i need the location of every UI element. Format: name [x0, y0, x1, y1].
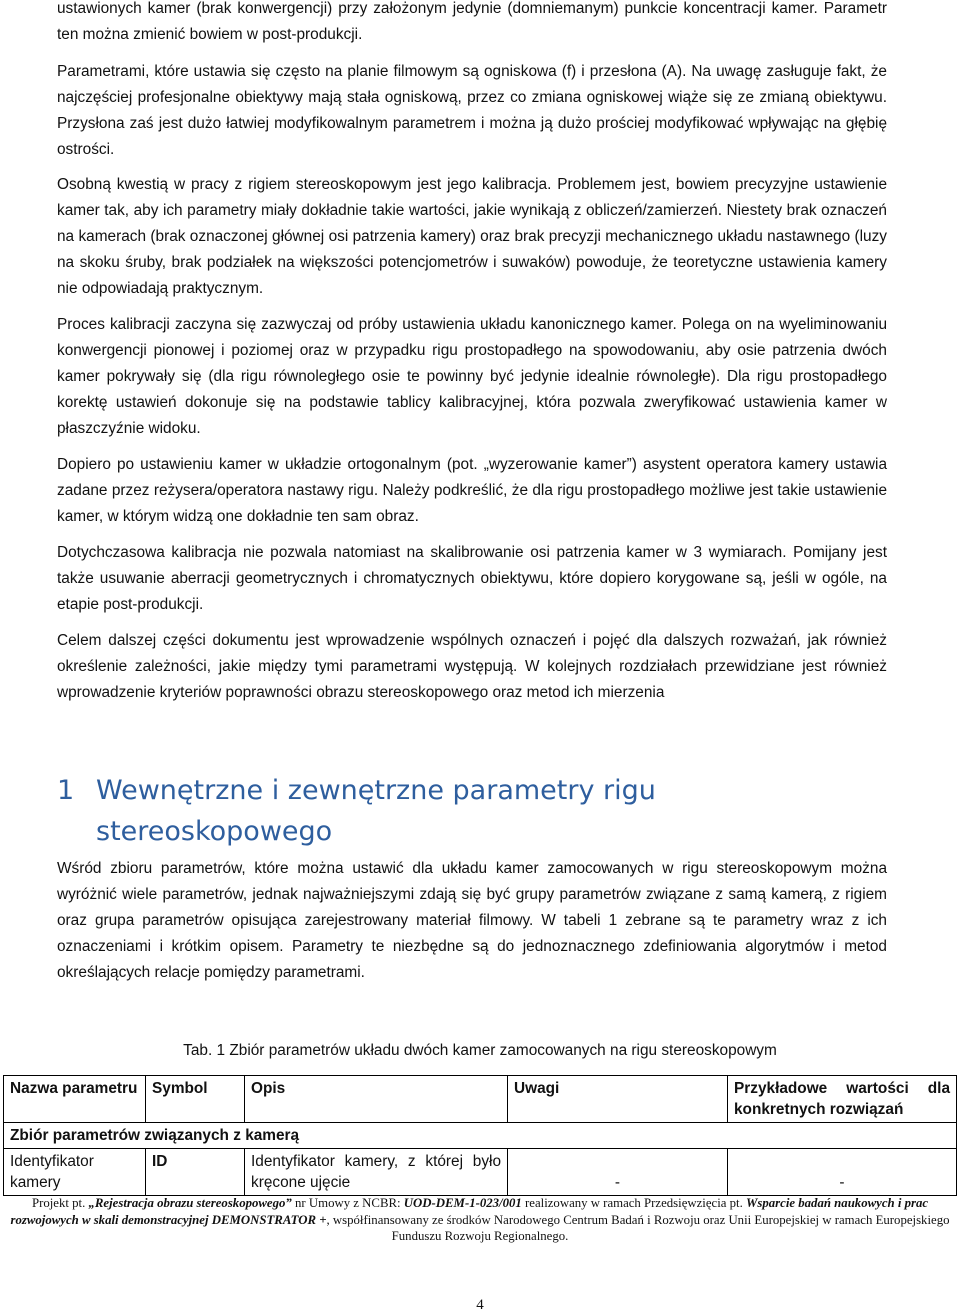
cell-name: Identyfikator kamery — [4, 1149, 146, 1196]
paragraph-continuation: ustawionych kamer (brak konwergencji) przy założonym jedynie (domniemanym) punkcie koncentracji kamer. Parametr ten można zmienić bowiem w post-produkcji. — [57, 0, 887, 43]
footer-contract: UOD-DEM-1-023/001 — [403, 1196, 522, 1210]
footer-prefix: Projekt pt. — [31, 1196, 89, 1210]
paragraph-section-intro: Wśród zbioru parametrów, które można ustawić dla układu kamer zamocowanych w rigu stereoskopowym można wyróżnić wiele parametrów, jednak najważniejszymi zdają się być grupy parametrów związane z samą kamerą, z rigiem oraz grupa parametrów opisująca zarejestrowany materiał filmowy. W tabeli 1 zebrane są te parametry wraz z ich oznaczeniami i krótkim opisem. Parametry te niezbędne są do jednoznacznego zdefiniowania algorytmów i metod określających relacje pomiędzy parametrami. — [57, 860, 887, 981]
cell-example: - — [728, 1149, 957, 1196]
header-example: Przykładowe wartości dla konkretnych rozwiązań — [728, 1076, 957, 1123]
cell-symbol: ID — [146, 1149, 245, 1196]
footer-project-title: „Rejestracja obrazu stereoskopowego” — [88, 1196, 292, 1210]
section-number: 1 — [57, 775, 75, 806]
table-group-row — [4, 1123, 957, 1149]
table-header-row — [4, 1076, 957, 1123]
paragraph-calibration: Osobną kwestią w pracy z rigiem stereoskopowym jest jego kalibracja. Problemem jest, bowiem precyzyjne ustawienie kamer tak, aby ich parametry miały dokładnie takie wartości, jakie wynikają z obliczeń/zamierzeń. Niestety brak oznaczeń na kamerach (brak oznaczonej głównej osi patrzenia kamery) oraz brak precyzji mechanicznego układu nastawnego (luzy na skoku śruby, brak podziałek na większości potencjometrów i suwaków) powoduje, że teoretyczne ustawienia kamery nie odpowiadają praktycznym. — [57, 176, 887, 297]
parameters-table — [3, 1075, 957, 1196]
header-name: Nazwa parametru — [4, 1076, 146, 1123]
paragraph-focal-aperture: Parametrami, które ustawia się często na planie filmowym są ogniskowa (f) i przesłona (A). Na uwagę zasługuje fakt, że najczęściej profesjonalne obiektywy mają stała ogniskową, przez co zmiana ogniskowej wiąże się ze zmianą obiektywu. Przysłona zaś jest dużo łatwiej modyfikowalnym parametrem i można ją dużo prościej modyfikować wpływając na głębię ostrości. — [57, 63, 887, 158]
header-notes: Uwagi — [508, 1076, 728, 1123]
table-caption: Tab. 1 Zbiór parametrów układu dwóch kamer zamocowanych na rigu stereoskopowym — [183, 1042, 777, 1059]
paragraph-limitations: Dotychczasowa kalibracja nie pozwala natomiast na skalibrowanie osi patrzenia kamer w 3 wymiarach. Pomijany jest także usuwanie aberracji geometrycznych i chromatycznych obiektywu, które dopiero korygowane są, jeśli w ogóle, na etapie post-produkcji. — [57, 544, 887, 613]
group-label: Zbiór parametrów związanych z kamerą — [4, 1123, 957, 1149]
paragraph-calibration-process: Proces kalibracji zaczyna się zazwyczaj od próby ustawienia układu kanonicznego kamer. Polega on na wyeliminowaniu konwergencji pionowej i poziomej oraz w przypadku rigu prostopadłego na spowodowaniu, aby osie patrzenia dwóch kamer pokrywały się (dla rigu równoległego osie te powinny być jedynie idealnie równoległe). Dla rigu prostopadłego korektę ustawień dokonuje się na podstawie tablicy kalibracyjnej, która pozwala zweryfikować ustawienia kamer w płaszczyźnie widoku. — [57, 316, 887, 437]
paragraph-document-goal: Celem dalszej części dokumentu jest wprowadzenie wspólnych oznaczeń i pojęć dla dalszych rozważań, jak również określenie zależności, jakie między tymi parametrami występują. W kolejnych rozdziałach przewidziane jest również wprowadzenie kryteriów poprawności obrazu stereoskopowego oraz metod ich mierzenia — [57, 632, 887, 701]
footer-program: Wsparcie badań naukowych i prac rozwojowych w skali demonstracyjnej DEMONSTRATOR + — [10, 1196, 929, 1227]
cell-description: Identyfikator kamery, z której było kręcone ujęcie — [245, 1149, 508, 1196]
footer-suffix: , współfinansowany ze środków Narodowego Centrum Badań i Rozwoju oraz Unii Europejskiej w ramach Europejskiego Funduszu Rozwoju Regionalnego. — [326, 1212, 950, 1243]
footer-mid2: realizowany w ramach Przedsięwzięcia pt. — [521, 1196, 747, 1210]
cell-notes: - — [508, 1149, 728, 1196]
footer-mid1: nr Umowy z NCBR: — [291, 1196, 404, 1210]
page-number: 4 — [476, 1297, 484, 1313]
page-footer — [0, 1195, 960, 1245]
section-heading — [57, 770, 887, 852]
header-description: Opis — [245, 1076, 508, 1123]
section-title: Wewnętrzne i zewnętrzne parametry rigu stereoskopowego — [96, 775, 656, 847]
paragraph-orthogonal-setup: Dopiero po ustawieniu kamer w układzie ortogonalnym (pot. „wyzerowanie kamer”) asystent operatora kamery ustawia zadane przez reżysera/operatora nastawy rigu. Należy podkreślić, że dla rigu prostopadłego możliwe jest takie ustawienie kamer, w którym widzą one dokładnie ten sam obraz. — [57, 456, 887, 525]
table-row — [4, 1149, 957, 1196]
header-symbol: Symbol — [146, 1076, 245, 1123]
